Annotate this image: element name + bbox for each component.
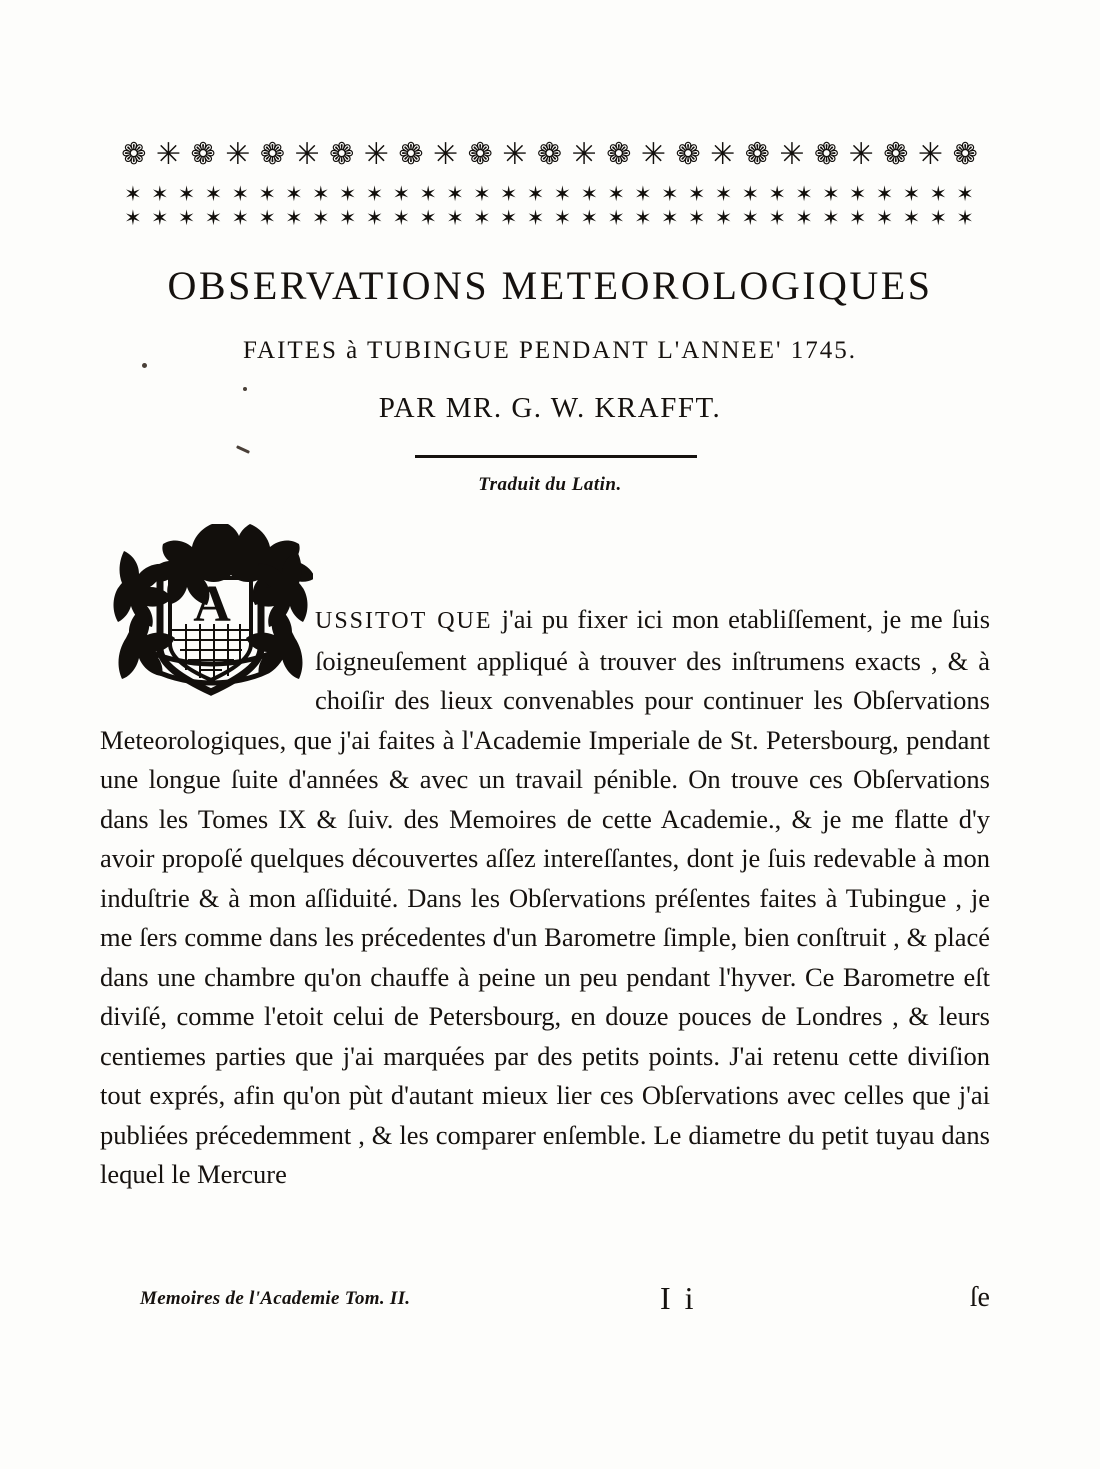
body-paragraph bbox=[100, 600, 990, 1195]
body-text-content: j'ai pu fixer ici mon etabliſſement, je me ſuis ſoigneuſement appliqué à trouver des inſtrumens exacts , & à choiſir des lieux convenables pour continuer les Obſervations Meteorologiques, que j'ai faites à l'Academie Imperiale de St. Petersbourg, pendant une longue ſuite d'années & avec un travail pénible. On trouve ces Obſervations dans les Tomes IX & ſuiv. des Memoires de cette Academie., & je me flatte d'y avoir propoſé quelques découvertes aſſez intereſſantes, dont je ſuis redevable à mon induſtrie & à mon aſſiduité. Dans les Obſervations préſentes faites à Tubingue , je me ſers comme dans les précedentes d'un Barometre ſimple, bien conſtruit , & placé dans une chambre qu'on chauffe à peine un peu pendant l'hyver. Ce Barometre eſt diviſé, comme l'etoit celui de Petersbourg, en douze pouces de Londres , & leurs centiemes parties que j'ai marquées par des petits points. J'ai retenu cette diviſion tout exprés, afin qu'on pùt d'autant mieux lier ces Obſervations avec celles que j'ai publiées précedemment , & les comparer enſemble. Le diametre du petit tuyau dans lequel le Mercure bbox=[100, 604, 991, 1189]
horizontal-rule bbox=[415, 455, 697, 458]
page-speck bbox=[243, 387, 247, 391]
author-byline: PAR MR. G. W. KRAFFT. bbox=[378, 392, 722, 424]
ornamental-border bbox=[108, 140, 992, 236]
translation-note: Traduit du Latin. bbox=[478, 474, 622, 495]
dropcap-text-wrap bbox=[100, 600, 315, 704]
ornament-row-flowers: ❁ ✳ ❁ ✳ ❁ ✳ ❁ ✳ ❁ ✳ ❁ ✳ ❁ ✳ ❁ ✳ ❁ ✳ ❁ ✳ ❁ ✳ ❁ ✳ ❁ bbox=[121, 140, 979, 171]
page-subtitle: FAITES à TUBINGUE PENDANT L'ANNEE' 1745. bbox=[243, 337, 857, 364]
ornament-row-stars-lower: ✶ ✶ ✶ ✶ ✶ ✶ ✶ ✶ ✶ ✶ ✶ ✶ ✶ ✶ ✶ ✶ ✶ ✶ ✶ ✶ ✶ ✶ ✶ ✶ ✶ ✶ ✶ ✶ ✶ ✶ ✶ ✶ bbox=[124, 206, 976, 230]
page-speck bbox=[142, 363, 147, 368]
page-speck bbox=[236, 445, 250, 454]
page-footer bbox=[100, 1280, 990, 1324]
footer-running-title: Memoires de l'Academie Tom. II. bbox=[140, 1288, 411, 1309]
footer-signature-mark: I i bbox=[660, 1280, 697, 1316]
ornament-row-stars-upper: ✶ ✶ ✶ ✶ ✶ ✶ ✶ ✶ ✶ ✶ ✶ ✶ ✶ ✶ ✶ ✶ ✶ ✶ ✶ ✶ ✶ ✶ ✶ ✶ ✶ ✶ ✶ ✶ ✶ ✶ ✶ ✶ bbox=[124, 182, 976, 206]
opening-smallcaps: USSITOT QUE bbox=[315, 608, 493, 634]
footer-catchword: ſe bbox=[969, 1282, 990, 1313]
page-title: OBSERVATIONS METEOROLOGIQUES bbox=[167, 263, 933, 308]
drop-cap-letter: A bbox=[193, 576, 231, 633]
